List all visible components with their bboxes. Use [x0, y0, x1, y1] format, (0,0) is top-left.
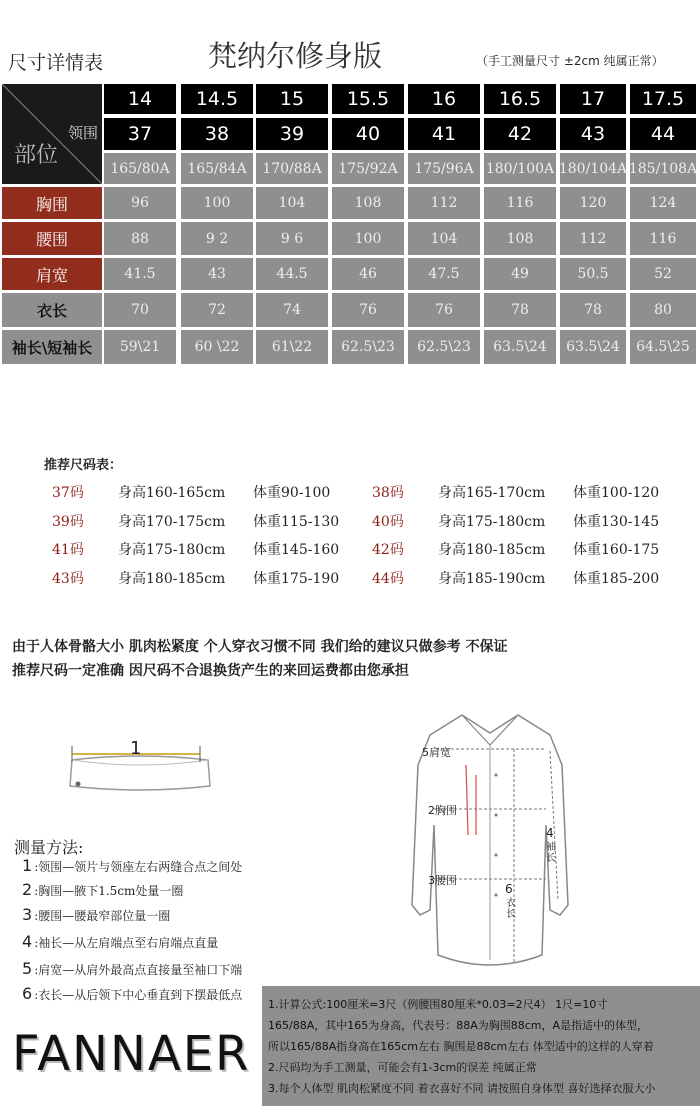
warning-line-1: 由于人体骨骼大小 肌肉松紧度 个人穿衣习惯不同 我们给的建议只做参考 不保证	[12, 639, 508, 655]
recommend-height: 身高185-190cm	[438, 571, 546, 587]
recommend-height: 身高160-165cm	[118, 485, 226, 501]
measure-title: 测量方法:	[14, 838, 84, 857]
size-spec-cell: 180/100A	[484, 153, 556, 184]
note-line: 3.每个人体型 肌肉松紧度不同 着衣喜好不同 请按照自身体型 喜好选择衣服大小	[268, 1082, 656, 1095]
shirt-label-chest: 2胸围	[428, 804, 457, 817]
measure-number: 2	[22, 880, 33, 899]
recommend-size: 38码	[372, 485, 404, 501]
table-cell: 120	[560, 187, 626, 219]
table-cell: 70	[104, 293, 176, 327]
table-cell: 76	[332, 293, 404, 327]
warning-line-2: 推荐尺码一定准确 因尺码不合退换货产生的来回运费都由您承担	[12, 663, 409, 679]
recommend-weight: 体重160-175	[573, 542, 660, 558]
notes-box	[262, 986, 700, 1106]
recommend-height: 身高175-180cm	[438, 514, 546, 530]
table-cell: 124	[630, 187, 696, 219]
table-cell: 62.5\23	[332, 330, 404, 364]
recommend-size: 43码	[52, 571, 84, 587]
recommend-weight: 体重115-130	[253, 514, 340, 530]
measure-item	[22, 905, 170, 924]
measure-text: :胸围—腋下1.5cm处量一圈	[34, 884, 184, 898]
table-cell: 9 6	[256, 222, 328, 255]
measure-item	[22, 984, 242, 1003]
measure-item	[22, 932, 218, 951]
table-cell: 41.5	[104, 258, 176, 290]
recommend-weight: 体重175-190	[253, 571, 340, 587]
table-cell: 49	[484, 258, 556, 290]
table-cell: 50.5	[560, 258, 626, 290]
table-cell: 104	[408, 222, 480, 255]
recommend-size: 40码	[372, 514, 404, 530]
table-cell: 76	[408, 293, 480, 327]
measure-item	[22, 959, 242, 978]
size-inch-cell: 16	[408, 84, 480, 114]
note-line: 所以165/88A指身高在165cm左右 胸围是88cm左右 体型适中的这样的人穿着	[268, 1040, 654, 1053]
table-cell: 72	[181, 293, 253, 327]
table-cell: 100	[332, 222, 404, 255]
shirt-label-length: 衣长	[506, 898, 516, 920]
row-label: 腰围	[2, 222, 102, 255]
table-cell: 116	[484, 187, 556, 219]
measure-text: :腰围—腰最窄部位量一圈	[34, 909, 171, 923]
table-cell: 78	[484, 293, 556, 327]
size-inch-cell: 17	[560, 84, 626, 114]
size-inch-cell: 15.5	[332, 84, 404, 114]
shirt-label-shoulder: 5肩宽	[422, 746, 451, 759]
table-cell: 46	[332, 258, 404, 290]
table-corner	[2, 84, 102, 184]
recommend-size: 42码	[372, 542, 404, 558]
size-inch-cell: 17.5	[630, 84, 696, 114]
table-cell: 43	[181, 258, 253, 290]
table-cell: 80	[630, 293, 696, 327]
table-cell: 96	[104, 187, 176, 219]
table-cell: 61\22	[256, 330, 328, 364]
recommend-height: 身高180-185cm	[438, 542, 546, 558]
table-cell: 59\21	[104, 330, 176, 364]
measure-number: 5	[22, 959, 33, 978]
size-spec-cell: 175/96A	[408, 153, 480, 184]
recommend-size: 39码	[52, 514, 84, 530]
table-cell: 64.5\25	[630, 330, 696, 364]
size-collar-cell: 42	[484, 118, 556, 150]
size-collar-cell: 40	[332, 118, 404, 150]
row-label: 袖长\短袖长	[2, 330, 102, 364]
measure-number: 1	[22, 856, 33, 875]
shirt-label-length-number: 6	[505, 882, 513, 896]
recommend-size: 41码	[52, 542, 84, 558]
measure-text: :肩宽—从肩外最高点直接量至袖口下端	[34, 963, 243, 977]
table-cell: 47.5	[408, 258, 480, 290]
size-inch-cell: 15	[256, 84, 328, 114]
size-collar-cell: 39	[256, 118, 328, 150]
size-spec-cell: 185/108A	[630, 153, 696, 184]
size-collar-cell: 37	[104, 118, 176, 150]
measure-text: :袖长—从左肩端点至右肩端点直量	[34, 936, 219, 950]
corner-label-collar: 领围	[67, 124, 98, 142]
recommend-weight: 体重100-120	[573, 485, 660, 501]
shirt-label-sleeve-number: 4	[546, 826, 554, 840]
row-label: 衣长	[2, 293, 102, 327]
table-cell: 112	[408, 187, 480, 219]
recommend-height: 身高170-175cm	[118, 514, 226, 530]
recommend-size: 44码	[372, 571, 404, 587]
recommend-weight: 体重130-145	[573, 514, 660, 530]
size-inch-cell: 14.5	[181, 84, 253, 114]
size-spec-cell: 175/92A	[332, 153, 404, 184]
recommend-title: 推荐尺码表：	[44, 458, 123, 473]
recommend-weight: 体重90-100	[253, 485, 331, 501]
recommend-height: 身高165-170cm	[438, 485, 546, 501]
recommend-size: 37码	[52, 485, 84, 501]
page-title: 梵纳尔修身版	[208, 39, 383, 73]
table-caption: 尺寸详情表	[8, 52, 104, 74]
table-cell: 63.5\24	[484, 330, 556, 364]
table-cell: 44.5	[256, 258, 328, 290]
table-cell: 62.5\23	[408, 330, 480, 364]
size-collar-cell: 38	[181, 118, 253, 150]
table-cell: 108	[484, 222, 556, 255]
table-cell: 100	[181, 187, 253, 219]
size-spec-cell: 165/80A	[104, 153, 176, 184]
measure-text: :领围—领片与领座左右两缝合点之间处	[34, 860, 243, 874]
recommend-height: 身高175-180cm	[118, 542, 226, 558]
tolerance-note: （手工测量尺寸 ±2cm 纯属正常）	[476, 54, 664, 68]
recommend-weight: 体重145-160	[253, 542, 340, 558]
measure-number: 6	[22, 984, 33, 1003]
measure-number: 4	[22, 932, 33, 951]
table-cell: 108	[332, 187, 404, 219]
measure-item	[22, 856, 242, 875]
size-inch-cell: 16.5	[484, 84, 556, 114]
shirt-label-waist: 3腰围	[428, 874, 457, 887]
measure-text: :衣长—从后领下中心垂直到下摆最低点	[34, 988, 243, 1002]
table-cell: 52	[630, 258, 696, 290]
size-spec-cell: 180/104A	[560, 153, 626, 184]
size-spec-cell: 170/88A	[256, 153, 328, 184]
table-cell: 78	[560, 293, 626, 327]
recommend-height: 身高180-185cm	[118, 571, 226, 587]
size-spec-cell: 165/84A	[181, 153, 253, 184]
table-cell: 88	[104, 222, 176, 255]
row-label: 肩宽	[2, 258, 102, 290]
size-inch-cell: 14	[104, 84, 176, 114]
table-cell: 116	[630, 222, 696, 255]
note-line: 1.计算公式:100厘米=3尺（例腰围80厘米*0.03=2尺4） 1尺=10寸	[268, 998, 608, 1011]
note-line: 165/88A，其中165为身高，代表号：88A为胸围88cm，A是指适中的体型，	[268, 1019, 649, 1032]
table-cell: 104	[256, 187, 328, 219]
brand-logo: FANNAER	[12, 1026, 251, 1082]
collar-number: 1	[130, 738, 142, 759]
table-cell: 112	[560, 222, 626, 255]
recommend-weight: 体重185-200	[573, 571, 660, 587]
measure-item	[22, 880, 183, 899]
table-cell: 60 \22	[181, 330, 253, 364]
corner-label-part: 部位	[14, 143, 59, 168]
size-collar-cell: 43	[560, 118, 626, 150]
row-label: 胸围	[2, 187, 102, 219]
shirt-label-sleeve: 袖长	[546, 842, 556, 864]
table-cell: 9 2	[181, 222, 253, 255]
size-collar-cell: 44	[630, 118, 696, 150]
table-cell: 74	[256, 293, 328, 327]
table-cell: 63.5\24	[560, 330, 626, 364]
measure-number: 3	[22, 905, 33, 924]
size-collar-cell: 41	[408, 118, 480, 150]
note-line: 2.尺码均为手工测量，可能会有1-3cm的误差 纯属正常	[268, 1061, 537, 1074]
